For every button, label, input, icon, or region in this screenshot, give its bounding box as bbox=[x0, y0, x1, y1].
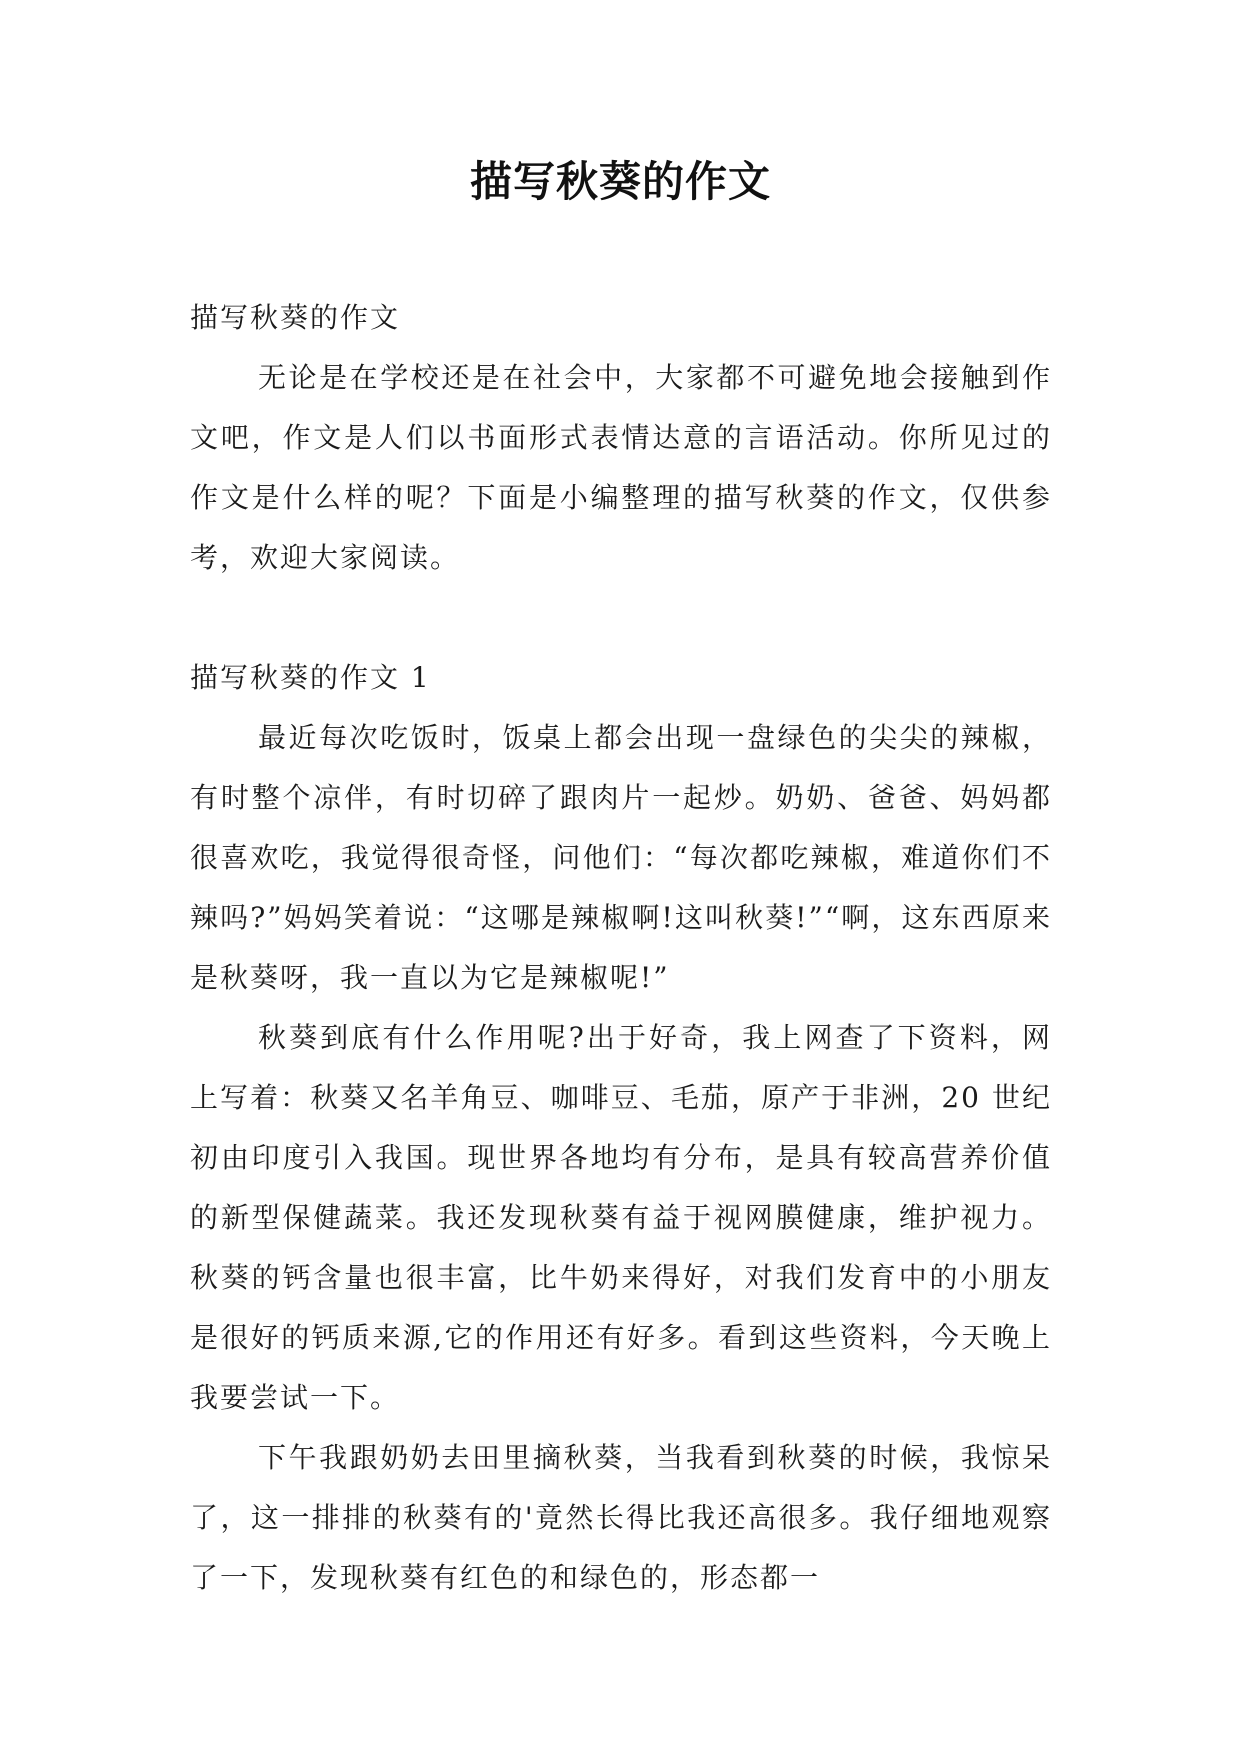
essay-1-paragraph: 下午我跟奶奶去田里摘秋葵，当我看到秋葵的时候，我惊呆了，这一排排的秋葵有的'竟然长得比我还高很多。我仔细地观察了一下，发现秋葵有红色的和绿色的，形态都一 bbox=[190, 1441, 1052, 1594]
document-body bbox=[190, 288, 1052, 1608]
intro-heading: 描写秋葵的作文 bbox=[190, 301, 401, 334]
document-title: 描写秋葵的作文 bbox=[469, 157, 771, 206]
essay-1-paragraph: 最近每次吃饭时，饭桌上都会出现一盘绿色的尖尖的辣椒，有时整个凉伴，有时切碎了跟肉片一起炒。奶奶、爸爸、妈妈都很喜欢吃，我觉得很奇怪，问他们：“每次都吃辣椒，难道你们不辣吗?”妈妈笑着说：“这哪是辣椒啊!这叫秋葵!”“啊，这东西原来是秋葵呀，我一直以为它是辣椒呢!” bbox=[190, 721, 1052, 994]
section-spacer bbox=[190, 588, 1052, 648]
intro-paragraph: 无论是在学校还是在社会中，大家都不可避免地会接触到作文吧，作文是人们以书面形式表情达意的言语活动。你所见过的作文是什么样的呢？下面是小编整理的描写秋葵的作文，仅供参考，欢迎大家阅读。 bbox=[190, 361, 1052, 574]
essay-1-heading: 描写秋葵的作文 1 bbox=[190, 661, 431, 694]
essay-1-paragraph: 秋葵到底有什么作用呢?出于好奇，我上网查了下资料，网上写着：秋葵又名羊角豆、咖啡豆、毛茄，原产于非洲，20 世纪初由印度引入我国。现世界各地均有分布，是具有较高营养价值的新型保健蔬菜。我还发现秋葵有益于视网膜健康，维护视力。秋葵的钙含量也很丰富，比牛奶来得好，对我们发育中的小朋友是很好的钙质来源,它的作用还有好多。看到这些资料，今天晚上我要尝试一下。 bbox=[190, 1021, 1052, 1414]
